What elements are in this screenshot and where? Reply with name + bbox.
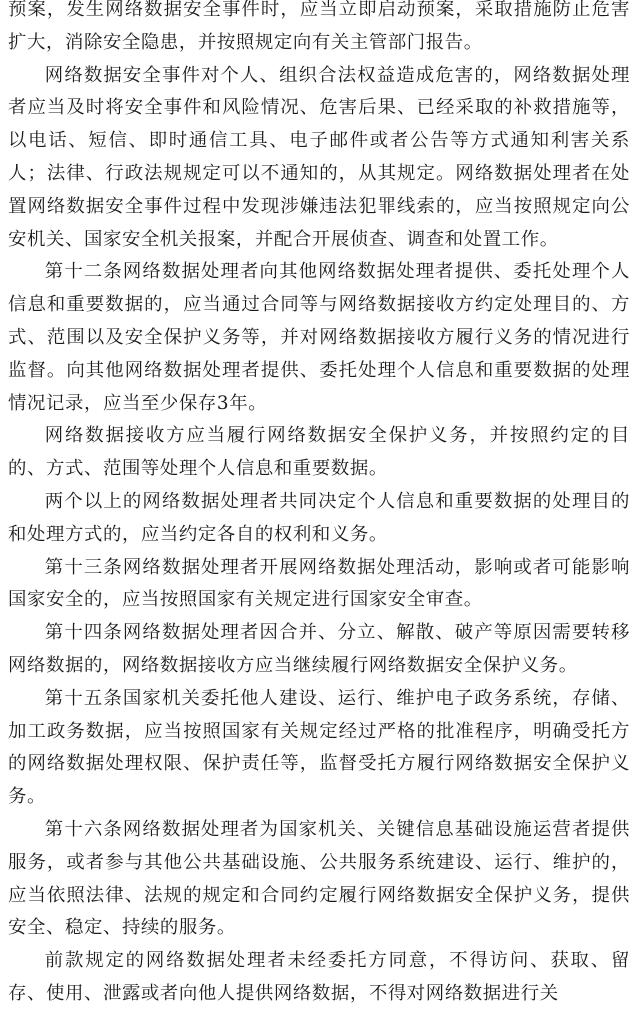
paragraph-5: 两个以上的网络数据处理者共同决定个人信息和重要数据的处理目的和处理方式的，应当约定各自的权利和义务。 (8, 490, 630, 545)
paragraph-article-14: 第十四条网络数据处理者因合并、分立、解散、破产等原因需要转移网络数据的，网络数据接收方应当继续履行网络数据安全保护义务。 (8, 622, 630, 676)
paragraph-10: 前款规定的网络数据处理者未经委托方同意，不得访问、获取、留存、使用、泄露或者向他人提供网络数据，不得对网络数据进行关 (8, 950, 630, 1004)
paragraph-article-13: 第十三条网络数据处理者开展网络数据处理活动，影响或者可能影响国家安全的，应当按照国家有关规定进行国家安全审查。 (8, 556, 630, 611)
paragraph-article-15: 第十五条国家机关委托他人建设、运行、维护电子政务系统，存储、加工政务数据，应当按照国家有关规定经过严格的批准程序，明确受托方的网络数据处理权限、保护责任等，监督受托方履行网络数据安全保护义务。 (8, 687, 630, 808)
paragraph-1: 预案，发生网络数据安全事件时，应当立即启动预案，采取措施防止危害扩大，消除安全隐患，并按照规定向有关主管部门报告。 (8, 0, 630, 53)
paragraph-2: 网络数据安全事件对个人、组织合法权益造成危害的，网络数据处理者应当及时将安全事件和风险情况、危害后果、已经采取的补救措施等，以电话、短信、即时通信工具、电子邮件或者公告等方式通知利害关系人；法律、行政法规规定可以不通知的，从其规定。网络数据处理者在处置网络数据安全事件过程中发现涉嫌违法犯罪线索的，应当按照规定向公安机关、国家安全机关报案，并配合开展侦查、调查和处置工作。 (8, 64, 630, 250)
paragraph-article-16: 第十六条网络数据处理者为国家机关、关键信息基础设施运营者提供服务，或者参与其他公共基础设施、公共服务系统建设、运行、维护的，应当依照法律、法规的规定和合同约定履行网络数据安全保护义务，提供安全、稳定、持续的服务。 (8, 818, 630, 939)
paragraph-4: 网络数据接收方应当履行网络数据安全保护义务，并按照约定的目的、方式、范围等处理个人信息和重要数据。 (8, 425, 630, 480)
paragraph-article-12: 第十二条网络数据处理者向其他网络数据处理者提供、委托处理个人信息和重要数据的，应当通过合同等与网络数据接收方约定处理目的、方式、范围以及安全保护义务等，并对网络数据接收方履行义务的情况进行监督。向其他网络数据处理者提供、委托处理个人信息和重要数据的处理情况记录，应当至少保存3年。 (8, 261, 630, 414)
